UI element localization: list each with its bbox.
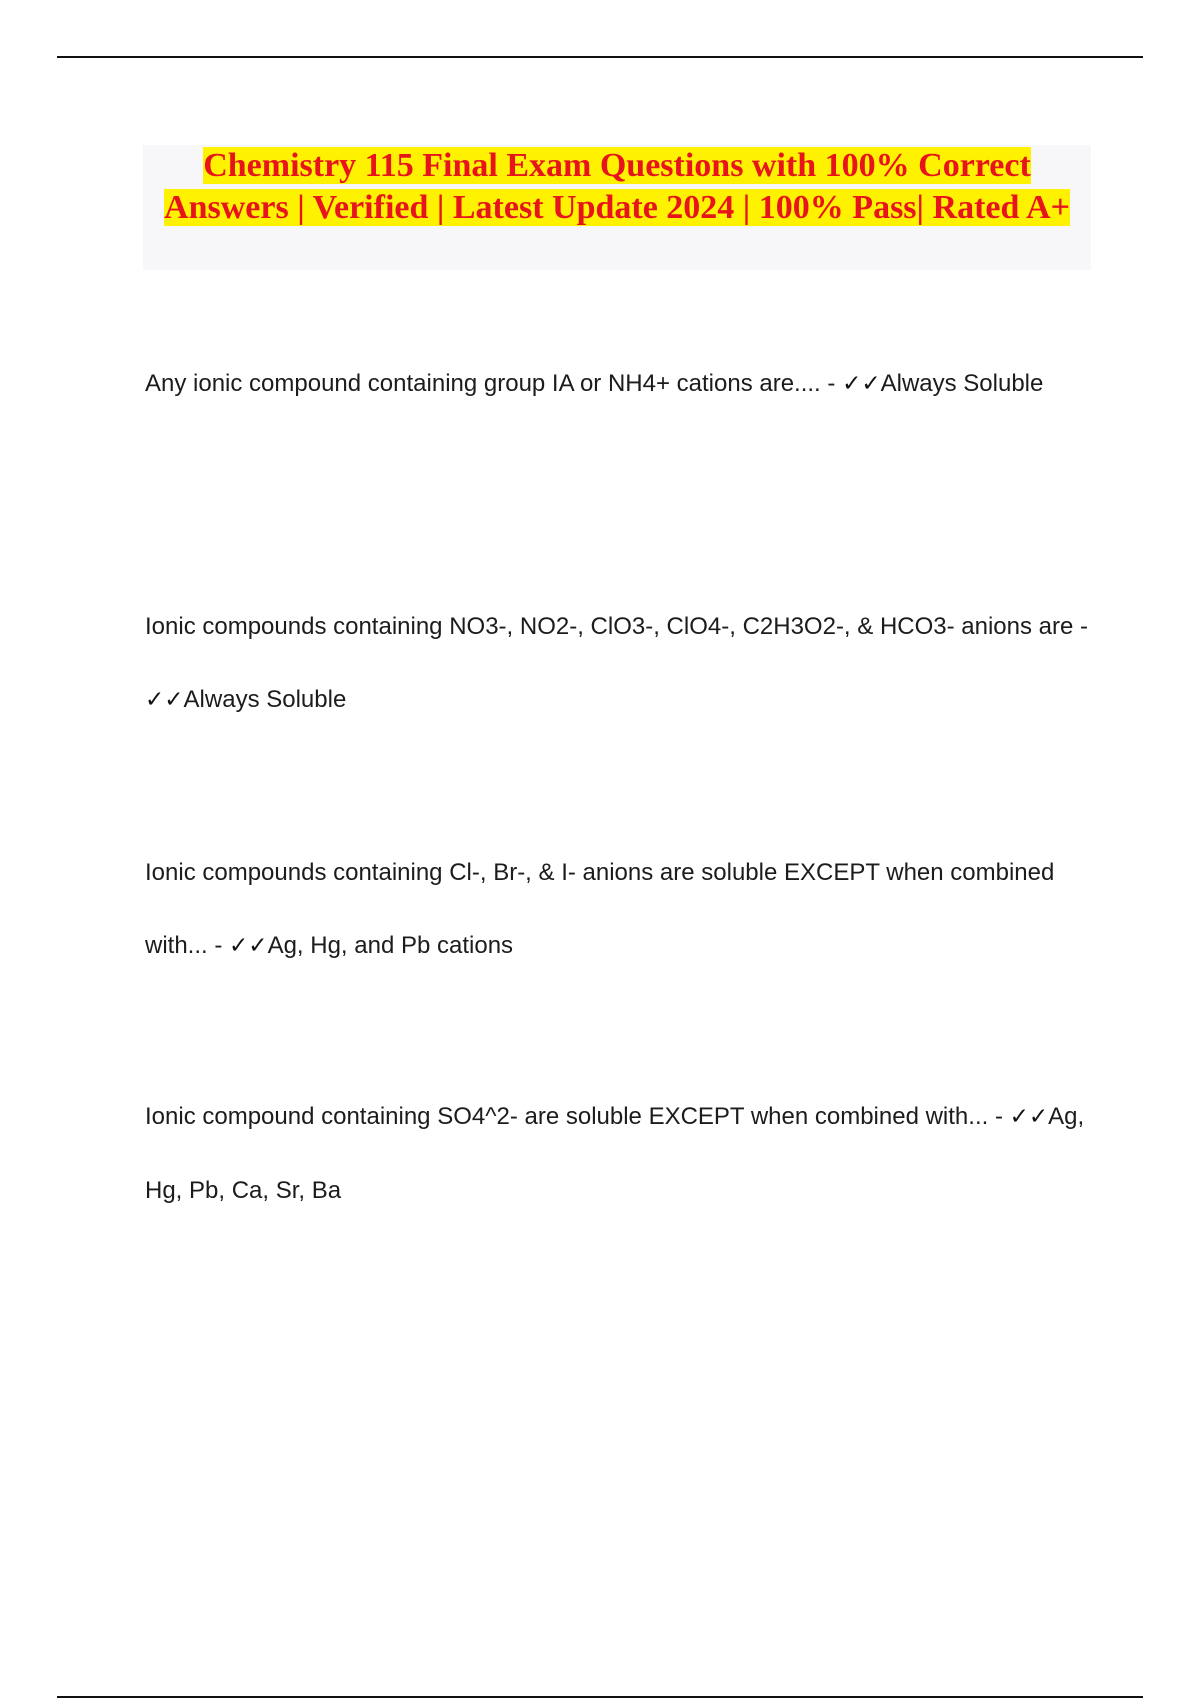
qa-item xyxy=(145,348,1105,420)
document-title-text: Chemistry 115 Final Exam Questions with 100% Correct Answers | Verified | Latest Update 2024 | 100% Pass| Rated A+ xyxy=(164,147,1070,226)
double-check-icon: ✓✓ xyxy=(229,933,268,959)
answer-text: Ag, Hg, Pb, Ca, Sr, Ba xyxy=(145,1103,1085,1204)
separator: - xyxy=(1073,613,1089,640)
bottom-rule xyxy=(57,1696,1143,1698)
question-text: Ionic compounds containing Cl-, Br-, & I- anions are soluble EXCEPT when combined with... xyxy=(145,859,1055,959)
question-text: Ionic compound containing SO4^2- are soluble EXCEPT when combined with... xyxy=(145,1103,989,1130)
separator: - xyxy=(207,932,230,959)
qa-item xyxy=(145,836,1105,983)
separator: - xyxy=(988,1103,1010,1130)
question-text: Any ionic compound containing group IA or NH4+ cations are.... xyxy=(145,370,821,397)
double-check-icon: ✓✓ xyxy=(145,687,184,713)
separator: - xyxy=(820,370,843,397)
qa-item xyxy=(145,1080,1105,1227)
title-box xyxy=(143,145,1091,270)
top-rule xyxy=(57,56,1143,58)
answer-text: Always Soluble xyxy=(183,686,347,713)
double-check-icon: ✓✓ xyxy=(1009,1104,1049,1130)
qa-item xyxy=(145,590,1105,737)
answer-text: Ag, Hg, and Pb cations xyxy=(267,932,514,959)
question-text: Ionic compounds containing NO3-, NO2-, ClO3-, ClO4-, C2H3O2-, & HCO3- anions are xyxy=(145,613,1074,640)
document-title xyxy=(143,145,1091,229)
double-check-icon: ✓✓ xyxy=(842,371,881,397)
answer-text: Always Soluble xyxy=(880,370,1044,397)
